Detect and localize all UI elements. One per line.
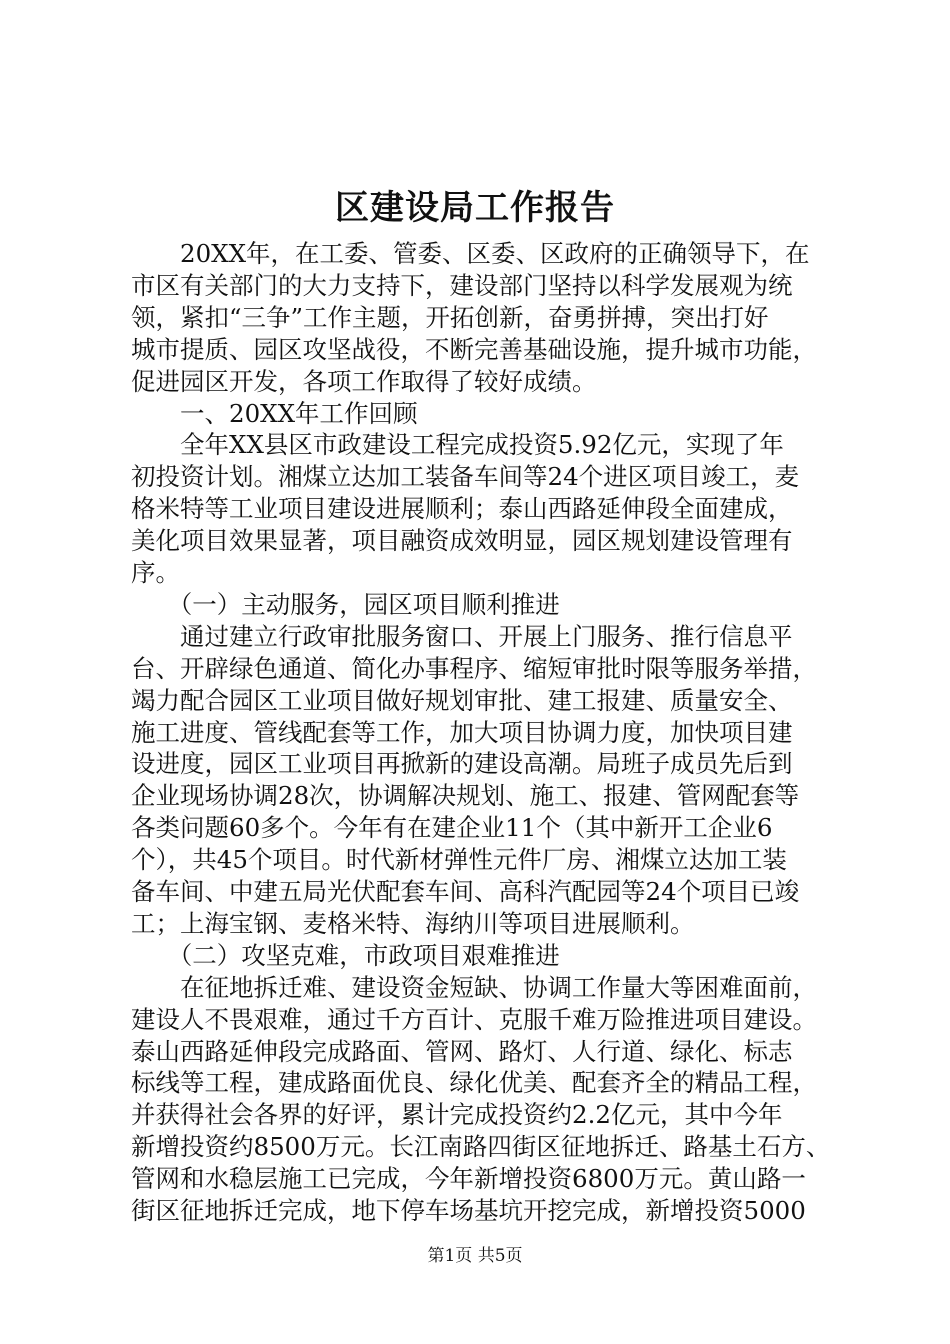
text-line: 工；上海宝钢、麦格米特、海纳川等项目进展顺利。 [131, 908, 695, 938]
text-line: 并获得社会各界的好评，累计完成投资约2.2亿元，其中今年 [131, 1100, 783, 1130]
text-line: 各类问题60多个。今年有在建企业11个（其中新开工企业6 [131, 813, 773, 843]
text-line: 在征地拆迁难、建设资金短缺、协调工作量大等困难面前， [131, 972, 817, 1002]
text-line: 街区征地拆迁完成，地下停车场基坑开挖完成，新增投资5000 [131, 1196, 806, 1225]
page-title: 区建设局工作报告 [335, 188, 615, 228]
text-line: 美化项目效果显著，项目融资成效明显，园区规划建设管理有 [131, 526, 793, 556]
text-line: 个），共45个项目。时代新材弹性元件厂房、湘煤立达加工装 [131, 845, 787, 875]
text-line: 设进度，园区工业项目再掀新的建设高潮。局班子成员先后到 [131, 749, 793, 779]
text-line: 格米特等工业项目建设进展顺利；泰山西路延伸段全面建成， [131, 494, 793, 524]
text-line: 20XX年，在工委、管委、区委、区政府的正确领导下，在 [131, 239, 810, 268]
text-line: 初投资计划。湘煤立达加工装备车间等24个进区项目竣工，麦 [131, 462, 800, 492]
text-line: 台、开辟绿色通道、简化办事程序、缩短审批时限等服务举措， [131, 653, 817, 683]
text-line: 一、20XX年工作回顾 [131, 398, 418, 428]
text-line: 标线等工程，建成路面优良、绿化优美、配套齐全的精品工程， [131, 1068, 817, 1098]
text-line: （一）主动服务，园区项目顺利推进 [131, 589, 560, 619]
text-line: 竭力配合园区工业项目做好规划审批、建工报建、质量安全、 [131, 685, 793, 715]
text-line: 促进园区开发，各项工作取得了较好成绩。 [131, 366, 597, 396]
text-line: 建设人不畏艰难，通过千方百计、克服千难万险推进项目建设。 [131, 1004, 817, 1034]
text-line: 全年XX县区市政建设工程完成投资5.92亿元，实现了年 [131, 430, 784, 460]
text-line: 企业现场协调28次，协调解决规划、施工、报建、管网配套等 [131, 781, 800, 811]
text-line: 市区有关部门的大力支持下，建设部门坚持以科学发展观为统 [131, 270, 793, 300]
text-line: 序。 [131, 558, 180, 587]
text-line: 备车间、中建五局光伏配套车间、高科汽配园等24个项目已竣 [131, 877, 800, 906]
text-line: 泰山西路延伸段完成路面、管网、路灯、人行道、绿化、标志 [131, 1036, 793, 1066]
text-line: 施工进度、管线配套等工作，加大项目协调力度，加快项目建 [131, 717, 793, 747]
text-line: （二）攻坚克难，市政项目艰难推进 [131, 940, 560, 970]
text-line: 领，紧扣“三争”工作主题，开拓创新，奋勇拼搏，突出打好 [131, 302, 769, 332]
text-line: 管网和水稳层施工已完成，今年新增投资6800万元。黄山路一 [131, 1164, 806, 1194]
text-line: 通过建立行政审批服务窗口、开展上门服务、推行信息平 [131, 621, 793, 651]
text-line: 新增投资约8500万元。长江南路四街区征地拆迁、路基土石方、 [131, 1132, 831, 1162]
text-line: 城市提质、园区攻坚战役，不断完善基础设施，提升城市功能， [131, 334, 817, 364]
page-footer: 第1页 共5页 [427, 1246, 523, 1266]
